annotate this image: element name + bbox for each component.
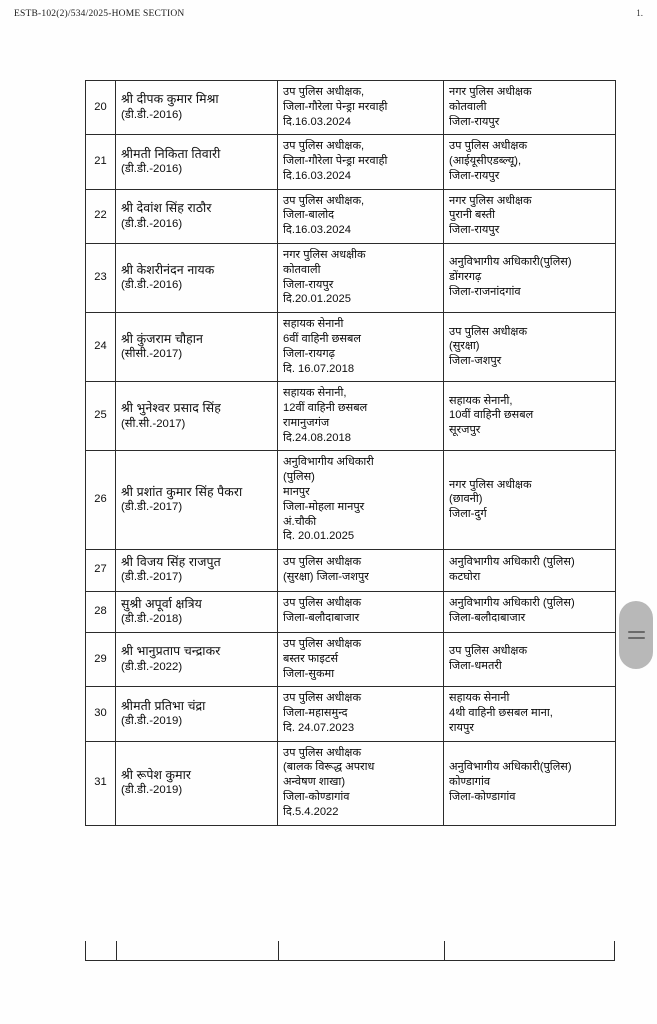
- posting-line: सहायक सेनानी: [449, 692, 510, 705]
- page-header: [14, 8, 643, 19]
- posting-line: कोण्डागांव: [449, 776, 491, 789]
- cell-new-posting: [444, 591, 616, 632]
- posting-line: जिला-कोण्डागांव: [449, 790, 516, 803]
- officer-batch-text: (डी.डी.-2022): [121, 660, 183, 673]
- posting-line: दि.20.01.2025: [283, 293, 351, 306]
- posting-line: दि. 16.07.2018: [283, 362, 355, 375]
- cell-officer-name: [116, 244, 278, 313]
- table-row: [86, 189, 616, 243]
- cell-officer-name: [116, 687, 278, 741]
- posting-line: उप पुलिस अधीक्षक: [283, 746, 362, 759]
- cell-present-posting: [278, 313, 444, 382]
- officer-batch-text: (डी.डी.-2017): [121, 571, 183, 584]
- officer-name-text: श्री देवांश सिंह राठौर: [121, 201, 212, 216]
- posting-line: उप पुलिस अधीक्षक: [283, 597, 362, 610]
- posting-line: रामानुजगंज: [283, 416, 330, 429]
- cell-serial-number: 25: [86, 382, 116, 451]
- cell-officer-name: [116, 189, 278, 243]
- posting-line: उप पुलिस अधीक्षक: [283, 556, 362, 569]
- posting-line: उप पुलिस अधीक्षक: [449, 645, 528, 658]
- officer-name-text: श्री कुंजराम चौहान: [121, 332, 204, 346]
- posting-line: (बालक विरूद्ध अपराध: [283, 761, 375, 774]
- cell-present-posting: [278, 189, 444, 243]
- posting-line: दि.16.03.2024: [283, 224, 351, 237]
- posting-line: जिला-रायपुर: [449, 169, 500, 182]
- cell-serial-number: 29: [86, 632, 116, 686]
- posting-line: अन्वेषण शाखा): [283, 776, 346, 789]
- posting-line: सहायक सेनानी,: [449, 394, 513, 407]
- posting-line: जिला-रायपुर: [449, 224, 500, 237]
- posting-line: उप पुलिस अधीक्षक,: [283, 86, 365, 98]
- cell-officer-name: [116, 550, 278, 591]
- posting-line: अनुविभागीय अधिकारी: [283, 456, 374, 469]
- posting-line: जिला-दुर्ग: [449, 508, 487, 521]
- posting-line: उप पुलिस अधीक्षक,: [283, 140, 365, 153]
- document-reference: ESTB-102(2)/534/2025-HOME SECTION: [14, 9, 185, 19]
- cell-present-posting: [278, 687, 444, 741]
- posting-line: जिला-मोहला मानपुर: [283, 500, 365, 513]
- cell-serial-number: 27: [86, 550, 116, 591]
- transfer-list-table: [85, 80, 615, 826]
- posting-line: अनुविभागीय अधिकारी (पुलिस): [449, 556, 575, 569]
- cell-serial-number: 20: [86, 81, 116, 135]
- cell-present-posting: [278, 591, 444, 632]
- posting-line: 6वीं वाहिनी छसबल: [283, 332, 361, 345]
- posting-line: उप पुलिस अधीक्षक: [283, 692, 362, 705]
- posting-line: अं.चौकी: [283, 515, 317, 528]
- table-continuation-row: [85, 941, 615, 961]
- cell-serial-number: 21: [86, 135, 116, 189]
- posting-line: सूरजपुर: [449, 424, 481, 437]
- cell-officer-name: [116, 741, 278, 825]
- officer-batch-text: (डी.डी.-2016): [121, 217, 183, 230]
- posting-line: जिला-राजनांदगांव: [449, 285, 521, 298]
- posting-line: दि. 24.07.2023: [283, 721, 355, 734]
- posting-line: कोतवाली: [449, 100, 487, 113]
- officer-name-text: श्री दीपक कुमार मिश्रा: [121, 92, 219, 107]
- cell-present-posting: [278, 382, 444, 451]
- cell-new-posting: [444, 244, 616, 313]
- table-row: [86, 451, 616, 550]
- cell-new-posting: [444, 135, 616, 189]
- officer-name-text: सुश्री अपूर्वा क्षत्रिय: [121, 596, 202, 611]
- posting-line: जिला-सुकमा: [283, 667, 335, 680]
- officer-name-text: श्री भुनेश्वर प्रसाद सिंह: [121, 401, 221, 416]
- cell-officer-name: [116, 382, 278, 451]
- officer-batch-text: (डी.डी.-2016): [121, 279, 183, 292]
- officer-name-text: श्री केशरीनंदन नायक: [121, 262, 215, 277]
- posting-line: (सुरक्षा): [449, 340, 480, 353]
- posting-line: उप पुलिस अधीक्षक,: [283, 194, 365, 207]
- officer-name-text: श्री विजय सिंह राजपुत: [121, 555, 221, 570]
- posting-line: जिला-रायपुर: [283, 278, 334, 291]
- cell-new-posting: [444, 451, 616, 550]
- posting-line: डोंगरगढ़: [449, 271, 482, 284]
- posting-line: उप पुलिस अधीक्षक: [283, 637, 362, 650]
- officer-batch-text: (डी.डी.-2016): [121, 108, 183, 121]
- posting-line: बस्तर फाइटर्स: [283, 652, 339, 665]
- posting-line: 4थी वाहिनी छसबल माना,: [449, 707, 553, 720]
- posting-line: जिला-बालोद: [283, 209, 335, 222]
- officer-name-text: श्रीमती प्रतिभा चंद्रा: [121, 698, 206, 713]
- posting-line: सहायक सेनानी,: [283, 387, 347, 400]
- posting-line: अनुविभागीय अधिकारी(पुलिस): [449, 761, 572, 774]
- officer-batch-text: (डी.डी.-2019): [121, 715, 183, 728]
- officer-batch-text: (डी.डी.-2018): [121, 612, 183, 625]
- officer-batch-text: (डी.डी.-2019): [121, 784, 183, 797]
- table-row: [86, 632, 616, 686]
- table-row: [86, 382, 616, 451]
- cell-present-posting: [278, 451, 444, 550]
- cell-new-posting: [444, 189, 616, 243]
- table-row: [86, 81, 616, 135]
- table-row: [86, 687, 616, 741]
- officer-name-text: श्री रूपेश कुमार: [121, 767, 192, 782]
- cell-serial-number: 26: [86, 451, 116, 550]
- cell-present-posting: [278, 741, 444, 825]
- posting-line: जिला-रायगढ़: [283, 347, 335, 360]
- cell-officer-name: [116, 591, 278, 632]
- posting-line: जिला-जशपुर: [449, 355, 502, 368]
- posting-line: दि. 20.01.2025: [283, 530, 355, 543]
- posting-line: नगर पुलिस अधीक्षक: [449, 194, 532, 207]
- posting-line: कोतवाली: [283, 263, 321, 276]
- posting-line: जिला-गौरेला पेन्ड्रा मरवाही: [283, 100, 388, 113]
- posting-line: कटघोरा: [449, 570, 481, 583]
- posting-line: जिला-बलौदाबाजार: [283, 612, 360, 625]
- posting-line: नगर पुलिस अधीक्षक: [449, 86, 532, 98]
- cell-present-posting: [278, 81, 444, 135]
- officer-batch-text: (डी.डी.-2017): [121, 501, 183, 514]
- officer-name-text: श्रीमती निकिता तिवारी: [121, 146, 221, 161]
- posting-line: दि.16.03.2024: [283, 169, 351, 182]
- posting-line: नगर पुलिस अधीक्षक: [449, 478, 532, 491]
- table-row: [86, 313, 616, 382]
- posting-line: दि.24.08.2018: [283, 431, 351, 444]
- cell-present-posting: [278, 244, 444, 313]
- posting-line: मानपुर: [283, 485, 310, 498]
- officer-batch-text: (सी.सी.-2017): [121, 417, 186, 430]
- posting-line: दि.16.03.2024: [283, 115, 351, 128]
- posting-line: रायपुर: [449, 721, 474, 734]
- posting-line: जिला-कोण्डागांव: [283, 790, 350, 803]
- posting-line: 10वीं वाहिनी छसबल: [449, 409, 534, 422]
- cell-new-posting: [444, 632, 616, 686]
- posting-line: अनुविभागीय अधिकारी (पुलिस): [449, 597, 575, 610]
- page-number: 1.: [636, 8, 643, 18]
- cell-serial-number: 24: [86, 313, 116, 382]
- cell-serial-number: 22: [86, 189, 116, 243]
- cell-serial-number: 31: [86, 741, 116, 825]
- posting-line: जिला-बलौदाबाजार: [449, 612, 526, 625]
- posting-line: (छावनी): [449, 493, 483, 506]
- cell-officer-name: [116, 135, 278, 189]
- cell-officer-name: [116, 81, 278, 135]
- posting-line: जिला-धमतरी: [449, 660, 502, 673]
- table-row: [86, 591, 616, 632]
- posting-line: जिला-रायपुर: [449, 115, 500, 128]
- officer-name-text: श्री भानुप्रताप चन्द्राकर: [121, 644, 221, 659]
- officer-batch-text: (सीसी.-2017): [121, 348, 183, 361]
- table-row: [86, 741, 616, 825]
- cell-new-posting: [444, 81, 616, 135]
- cell-new-posting: [444, 741, 616, 825]
- cell-new-posting: [444, 313, 616, 382]
- table-body: [86, 81, 616, 826]
- table-row: [86, 244, 616, 313]
- posting-line: (पुलिस): [283, 471, 315, 484]
- table-row: [86, 550, 616, 591]
- cell-serial-number: 23: [86, 244, 116, 313]
- posting-line: उप पुलिस अधीक्षक: [449, 140, 528, 153]
- posting-line: दि.5.4.2022: [283, 805, 339, 818]
- cell-new-posting: [444, 382, 616, 451]
- handle-bars-icon: [628, 627, 645, 643]
- cell-new-posting: [444, 550, 616, 591]
- scroll-handle[interactable]: [619, 601, 653, 669]
- posting-line: अनुविभागीय अधिकारी(पुलिस): [449, 256, 572, 269]
- posting-line: (आईयूसीएडब्ल्यू),: [449, 155, 522, 168]
- posting-line: (सुरक्षा) जिला-जशपुर: [283, 570, 369, 583]
- cell-officer-name: [116, 313, 278, 382]
- posting-line: जिला-महासमुन्द: [283, 707, 348, 720]
- cell-serial-number: 30: [86, 687, 116, 741]
- cell-officer-name: [116, 451, 278, 550]
- cell-present-posting: [278, 632, 444, 686]
- posting-line: नगर पुलिस अधक्षीक: [283, 249, 366, 262]
- officer-name-text: श्री प्रशांत कुमार सिंह पैकरा: [121, 485, 243, 500]
- cell-present-posting: [278, 135, 444, 189]
- cell-present-posting: [278, 550, 444, 591]
- cell-officer-name: [116, 632, 278, 686]
- posting-line: जिला-गौरेला पेन्ड्रा मरवाही: [283, 155, 388, 168]
- cell-serial-number: 28: [86, 591, 116, 632]
- posting-line: पुरानी बस्ती: [449, 209, 496, 222]
- cell-new-posting: [444, 687, 616, 741]
- table-row: [86, 135, 616, 189]
- posting-line: सहायक सेनानी: [283, 318, 344, 331]
- posting-line: उप पुलिस अधीक्षक: [449, 325, 528, 338]
- officer-batch-text: (डी.डी.-2016): [121, 163, 183, 176]
- posting-line: 12वीं वाहिनी छसबल: [283, 402, 368, 415]
